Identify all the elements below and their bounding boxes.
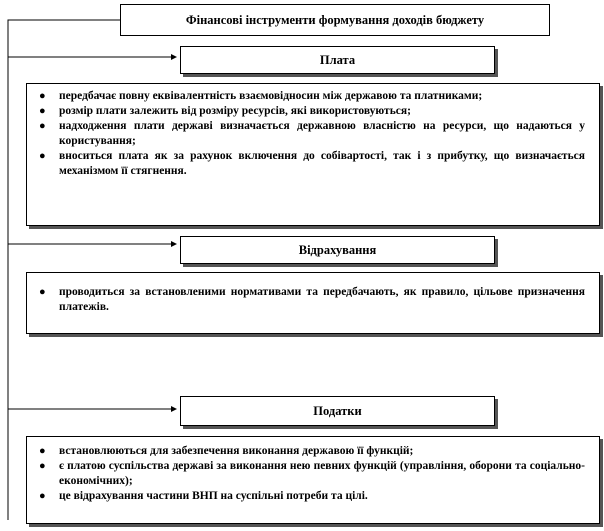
bullet-icon: ● xyxy=(39,90,46,102)
section-title-box-vidrakhuvannia xyxy=(180,236,495,264)
bullet-icon: ● xyxy=(39,490,46,502)
list-item: ● надходження плати державі визначається державною власністю на ресурси, що надаються у користування; xyxy=(39,120,585,147)
bullet-icon: ● xyxy=(39,105,46,117)
bullet-icon: ● xyxy=(39,120,46,132)
main-title-box xyxy=(120,4,550,36)
main-title: Фінансові інструменти формування доходів бюджету xyxy=(185,12,485,27)
list-item: ● проводиться за встановленими нормативами та передбачають, як правило, цільове призначення платежів. xyxy=(39,286,585,313)
bullet-icon: ● xyxy=(39,150,46,162)
section-title-box-plata xyxy=(180,46,495,74)
section-title-vidrakhuvannia: Відрахування xyxy=(298,242,377,257)
section-list-vidrakhuvannia xyxy=(26,272,600,334)
list-item: ● розмір плати залежить від розміру ресурсів, які використовуються; xyxy=(39,105,411,117)
section-list-podatky xyxy=(26,436,600,524)
section-title-plata: Плата xyxy=(319,52,356,67)
bullet-icon: ● xyxy=(39,286,46,298)
list-item: ● це відрахування частини ВНП на суспільні потреби та цілі. xyxy=(39,490,368,502)
section-list-plata xyxy=(26,83,600,226)
section-title-podatky: Податки xyxy=(313,403,362,418)
section-title-box-podatky xyxy=(180,396,495,426)
list-item: ● вноситься плата як за рахунок включення до собівартості, так і з прибутку, що визначається механізмом її стягнення. xyxy=(39,150,585,177)
list-item: ● передбачає повну еквівалентність взаємовідносин між державою та платниками; xyxy=(39,90,483,102)
list-item: ● є платою суспільства державі за виконання нею певних функцій (управління, оборони та соціально-економічних); xyxy=(39,460,585,487)
bullet-icon: ● xyxy=(39,460,46,472)
bullet-icon: ● xyxy=(39,445,46,457)
list-item: ● встановлюються для забезпечення виконання державою її функцій; xyxy=(39,445,414,457)
